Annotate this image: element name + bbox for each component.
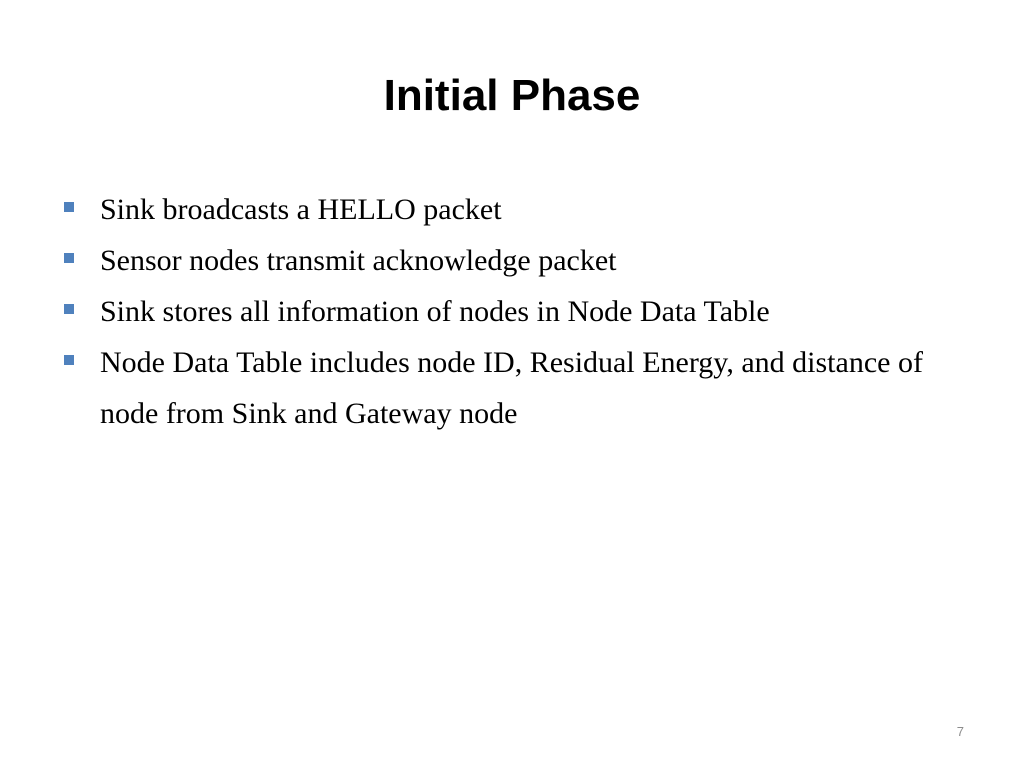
bullet-text: Sink broadcasts a HELLO packet: [100, 193, 502, 226]
square-bullet-icon: [64, 202, 74, 212]
square-bullet-icon: [64, 304, 74, 314]
bullet-item: [62, 286, 942, 337]
bullet-item: [62, 337, 942, 439]
bullet-list: [62, 184, 942, 439]
bullet-item: [62, 184, 942, 235]
page-number: 7: [956, 724, 964, 739]
square-bullet-icon: [64, 355, 74, 365]
bullet-text: Node Data Table includes node ID, Residual Energy, and distance of node from Sink and Gateway node: [100, 346, 923, 430]
bullet-item: [62, 235, 942, 286]
square-bullet-icon: [64, 253, 74, 263]
slide-title: Initial Phase: [383, 71, 641, 120]
bullet-text: Sensor nodes transmit acknowledge packet: [100, 244, 617, 277]
bullet-text: Sink stores all information of nodes in Node Data Table: [100, 295, 770, 328]
